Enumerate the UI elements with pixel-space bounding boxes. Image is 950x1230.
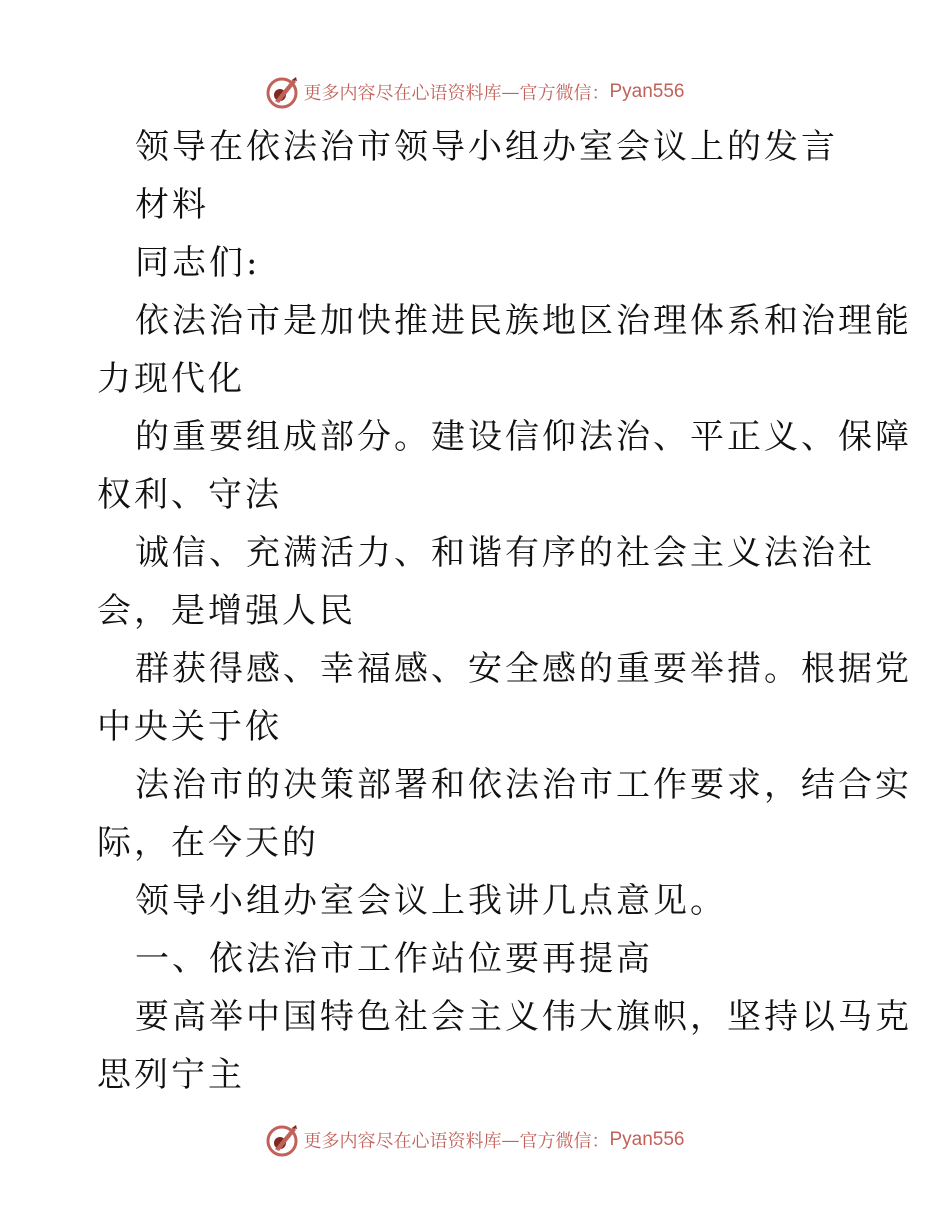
quill-logo-icon: [265, 1123, 299, 1157]
banner-wechat-label: 官方微信：: [519, 1131, 610, 1152]
document-line: 同志们:: [135, 243, 261, 283]
document-line: 际，在今天的: [97, 823, 319, 863]
document-line: 领导在依法治市领导小组办室会议上的发言: [135, 127, 838, 167]
document-line: 一、依法治市工作站位要再提高: [135, 939, 653, 979]
document-line: 诚信、充满活力、和谐有序的社会主义法治社: [135, 533, 875, 573]
banner-dash: —: [501, 1129, 520, 1151]
banner-wechat-id: Pyan556: [609, 1129, 685, 1150]
document-line: 会，是增强人民: [97, 591, 356, 631]
quill-logo-icon: [265, 75, 299, 109]
banner-wechat-label: 官方微信：: [519, 83, 610, 104]
document-line: 权利、守法: [97, 475, 282, 515]
document-line: 材料: [135, 185, 209, 225]
document-line: 领导小组办室会议上我讲几点意见。: [135, 881, 727, 921]
document-body: [97, 118, 912, 1104]
banner-dash: —: [501, 81, 520, 103]
document-line: 群获得感、幸福感、安全感的重要举措。根据党: [135, 649, 912, 689]
header-watermark-banner: [0, 72, 950, 112]
document-line: 依法治市是加快推进民族地区治理体系和治理能: [135, 301, 912, 341]
banner-site-text: 更多内容尽在心语资料库: [303, 1131, 502, 1152]
document-line: 思列宁主: [97, 1055, 245, 1095]
footer-watermark-banner: [0, 1120, 950, 1160]
document-line: 要高举中国特色社会主义伟大旗帜，坚持以马克: [135, 997, 912, 1037]
document-line: 的重要组成部分。建设信仰法治、平正义、保障: [135, 417, 912, 457]
banner-wechat-id: Pyan556: [609, 81, 685, 102]
banner-site-text: 更多内容尽在心语资料库: [303, 83, 502, 104]
document-line: 中央关于依: [97, 707, 282, 747]
document-line: 力现代化: [97, 359, 245, 399]
document-line: 法治市的决策部署和依法治市工作要求，结合实: [135, 765, 912, 805]
